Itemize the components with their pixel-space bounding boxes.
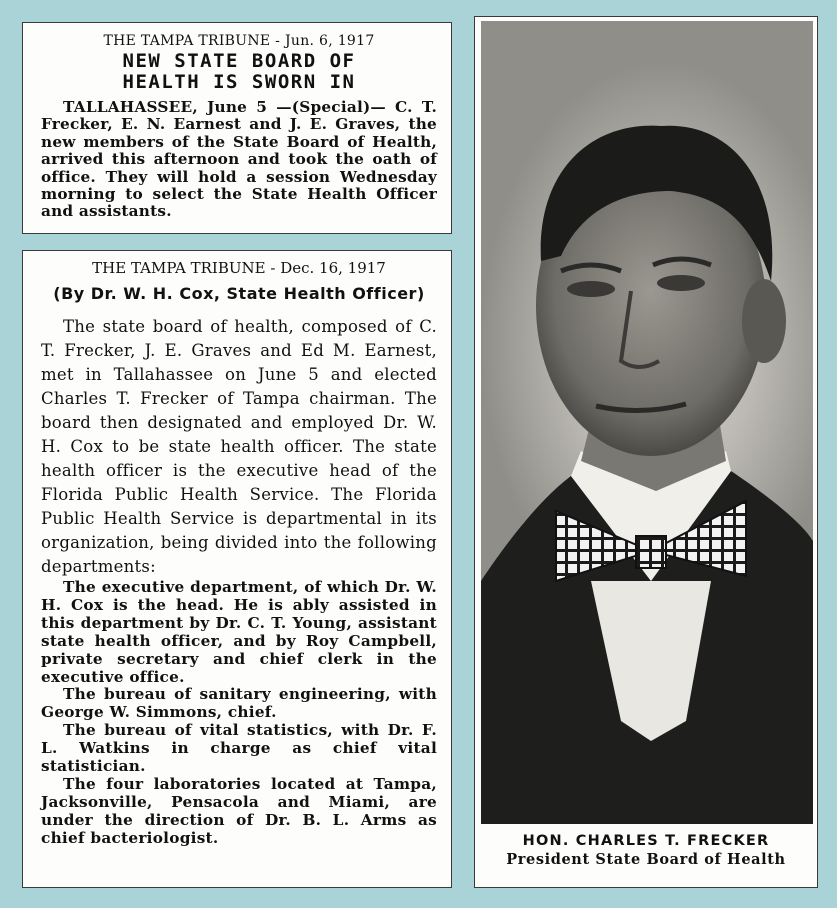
- caption-name: HON. CHARLES T. FRECKER: [522, 833, 770, 849]
- caption-title: President State Board of Health: [506, 851, 786, 868]
- portrait-caption: [475, 821, 817, 887]
- article-paragraph: The bureau of vital statistics, with Dr. F. L. Watkins in charge as chief vital statistician.: [41, 721, 437, 776]
- masthead-december: THE TAMPA TRIBUNE - Dec. 16, 1917: [92, 259, 386, 277]
- byline: (By Dr. W. H. Cox, State Health Officer): [53, 284, 425, 303]
- article-body-june: [41, 99, 437, 221]
- portrait-clipping: [474, 16, 818, 888]
- article-clipping-june: [22, 22, 452, 234]
- article-paragraph: TALLAHASSEE, June 5 —(Special)— C. T. Frecker, E. N. Earnest and J. E. Graves, the new members of the State Board of Health, arrived this afternoon and took the oath of office. They will hold a session Wednesday morning to select the State Health Officer and assistants.: [41, 98, 437, 221]
- headline-line-2: HEALTH IS SWORN IN: [122, 71, 356, 93]
- headline-line-1: NEW STATE BOARD OF: [122, 50, 356, 72]
- portrait-photo: [481, 21, 813, 824]
- portrait-illustration: [481, 21, 813, 824]
- masthead-june: THE TAMPA TRIBUNE - Jun. 6, 1917: [103, 33, 375, 49]
- article-paragraph: The four laboratories located at Tampa, Jacksonville, Pensacola and Miami, are under the direction of Dr. B. L. Arms as chief bacteriologist.: [41, 774, 437, 847]
- article-body-december: [41, 315, 437, 848]
- article-paragraph: The bureau of sanitary engineering, with George W. Simmons, chief.: [41, 685, 437, 722]
- article-clipping-december: [22, 250, 452, 888]
- headline: [41, 51, 437, 93]
- article-paragraph: The state board of health, composed of C. T. Frecker, J. E. Graves and Ed M. Earnest, met in Tallahassee on June 5 and elected Charles T. Frecker of Tampa chairman. The board then designated and employed Dr. W. H. Cox to be state health officer. The state health officer is the executive head of the Florida Public Health Service. The Florida Public Health Service is departmental in its organization, being divided into the following departments:: [41, 317, 437, 576]
- article-paragraph: The executive department, of which Dr. W. H. Cox is the head. He is ably assisted in this department by Dr. C. T. Young, assistant state health officer, and by Roy Campbell, private secretary and chief clerk in the executive office.: [41, 578, 437, 686]
